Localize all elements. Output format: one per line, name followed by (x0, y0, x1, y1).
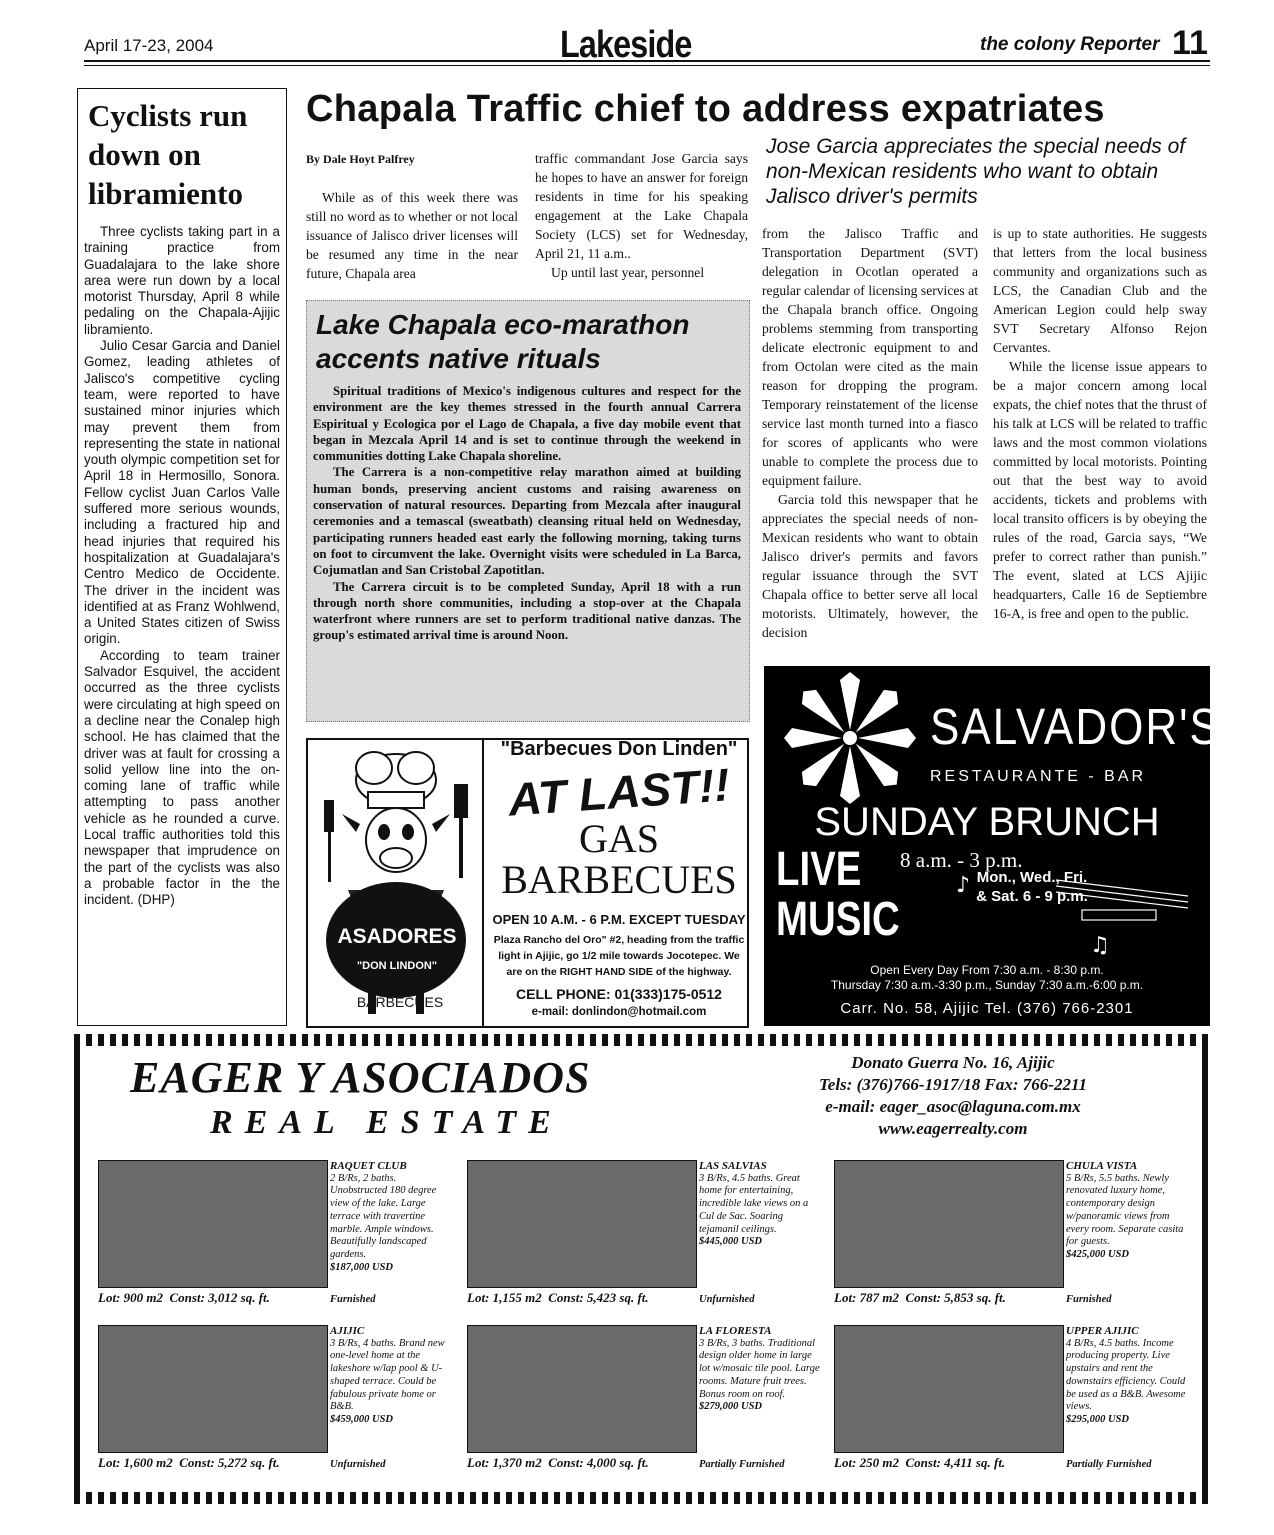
barbecue-hours: OPEN 10 A.M. - 6 P.M. EXCEPT TUESDAY (492, 912, 746, 927)
sunday-brunch-text: SUNDAY BRUNCH (814, 800, 1160, 844)
property-furnished-status: Partially Furnished (1066, 1459, 1152, 1470)
property-details: 2 B/Rs, 2 baths. Unobstructed 180 degree view of the lake. Large terrace with travertine marble. Ample windows. Beautifully landscaped gardens. (330, 1172, 437, 1260)
music-days: Mon., Wed., Fri. & Sat. 6 - 9 p.m. (976, 869, 1088, 905)
property-description (699, 1160, 824, 1249)
cyclists-paragraph: According to team trainer Salvador Esquivel, the accident occurred as the three cyclists were circulating at high speed on a decline near the Conalep high school. He has claimed that the driver was at fault for crossing a solid yellow line into the on-coming lane of traffic while attempting to pass another vehicle as he rounded a curve. Local traffic authorities told this newspaper that imprudence on the part of the cyclists was also a probable factor in the the incident. (DHP) (84, 647, 280, 908)
main-paragraph: is up to state authorities. He suggests that letters from the local business community and organizations such as LCS, the Canadian Club and the American Legion could help sway SVT Secretary Alfonso Rejon Cervantes. (993, 226, 1207, 355)
opening-hours-line: Open Every Day From 7:30 a.m. - 8:30 p.m. (870, 963, 1104, 977)
property-lot-size: Lot: 1,155 m2 Const: 5,423 sq. ft. (467, 1290, 649, 1305)
eager-address: Donato Guerra No. 16, Ajijic (851, 1053, 1055, 1072)
main-paragraph: While as of this week there was still no word as to whether or not local issuance of Jalisco driver licenses will be resumed any time in the near future, Chapala area (306, 190, 518, 281)
property-photo (834, 1325, 1064, 1453)
property-description (699, 1325, 824, 1414)
main-column-3 (762, 224, 978, 642)
property-name: CHULA VISTA (1066, 1160, 1138, 1172)
cyclists-paragraph: Julio Cesar Garcia and Daniel Gomez, leading athletes of Jalisco's competitive cycling team, were reported to have sustained minor injuries which may prevent them from representing the state in national youth olympic competition set for April 18 in Hermosillo, Sonora. Fellow cyclist Juan Carlos Valle suffered more serious wounds, including a fractured hip and head injuries that required his hospitalization at Guadalajara's Centro Medico de Occidente. The driver in the incident was identified at as Franz Wohlwend, a United States citizen of Swiss origin. (84, 338, 280, 647)
property-price: $425,000 USD (1066, 1248, 1130, 1260)
asadores-logo-subtext: "DON LINDON" (356, 960, 438, 972)
property-lot-size: Lot: 900 m2 Const: 3,012 sq. ft. (98, 1290, 270, 1305)
eager-website: www.eagerrealty.com (878, 1119, 1028, 1138)
salvadors-name: SALVADOR'S (930, 699, 1221, 756)
property-description (1066, 1325, 1191, 1427)
salvadors-address: Carr. No. 58, Ajijic Tel. (376) 766-2301 (840, 1000, 1134, 1017)
asadores-logo-text: ASADORES (337, 925, 457, 948)
marathon-paragraph: Spiritual traditions of Mexico's indigenous cultures and respect for the environment are the key themes stressed in the fourth annual Carrera Espiritual y Ecologica por el Lago de Chapala, a five day mobile event that began in Mezcala April 14 and is set to continue through the weekend in communities dotting Lake Chapala shoreline. (313, 384, 741, 464)
chef-grill-icon (308, 740, 482, 1024)
property-furnished-status: Furnished (1066, 1294, 1112, 1305)
barbecue-phone: CELL PHONE: 01(333)175-0512 (516, 986, 722, 1002)
main-column-2 (535, 149, 748, 282)
barbecues-text: BARBECUES (501, 857, 737, 902)
main-column-4 (993, 224, 1207, 623)
newspaper-name: the colony Reporter (980, 34, 1160, 55)
property-price: $187,000 USD (330, 1261, 394, 1273)
eager-contact (718, 1052, 1188, 1140)
property-furnished-status: Furnished (330, 1294, 376, 1305)
marathon-body (313, 383, 741, 644)
main-paragraph: While the license issue appears to be a major concern among local expats, the chief notes that the thrust of his talk at LCS will be related to traffic laws and the most common violations committed by local motorists. Pointing out that the best way to avoid accidents, tickets and problems with local transito officers is by obeying the rules of the road, Garcia says, “We prefer to correct rather than punish.” The event, slated at LCS Ajijic headquarters, Calle 16 de Septiembre 16-A, is free and open to the public. (993, 359, 1207, 621)
eager-email: e-mail: eager_asoc@laguna.com.mx (825, 1097, 1081, 1116)
gas-text: GAS (578, 816, 660, 861)
eager-phones: Tels: (376)766-1917/18 Fax: 766-2211 (818, 1075, 1088, 1094)
barbecue-email: e-mail: donlindon@hotmail.com (531, 1006, 707, 1018)
property-details: 4 B/Rs, 4.5 baths. Income producing property. Live upstairs and rent the downstairs efficiency. Could be used as a B&B. Awesome views. (1066, 1337, 1186, 1413)
property-details: 3 B/Rs, 4.5 baths. Great home for entertaining, incredible lake views on a Cul de Sac. Soaring tejamanil ceilings. (699, 1172, 809, 1235)
cyclists-body (84, 224, 280, 908)
property-price: $279,000 USD (699, 1401, 763, 1413)
property-details: 3 B/Rs, 4 baths. Brand new one-level home at the lakeshore w/lap pool & U-shaped terrace. Could be fabulous private home or B&B. (330, 1337, 445, 1413)
at-last-slogan: AT LAST!! (506, 758, 732, 826)
main-paragraph: from the Jalisco Traffic and Transportation Department (SVT) delegation in Ocotlan operated a regular calendar of licensing services at the Chapala branch office. Ongoing problems stemming from transporting delicate electronic equipment to and from Octolan were cited as the main reason for dropping the program. Temporary reinstatement of the license service last month turned into a fiasco for scores of applicants who were unable to complete the process due to equipment failure. (762, 226, 978, 488)
property-description (330, 1160, 455, 1274)
property-details: 5 B/Rs, 5.5 baths. Newly renovated luxury home, contemporary design w/panoramic views from every room. Separate casita for guests. (1066, 1172, 1184, 1248)
cyclists-headline: Cyclists run down on libramiento (88, 98, 248, 211)
restaurante-bar-text: RESTAURANTE - BAR (930, 768, 1147, 785)
property-photo (467, 1160, 697, 1288)
svg-text:♪: ♪ (956, 873, 971, 898)
main-column-1 (306, 188, 518, 283)
property-name: LA FLORESTA (699, 1325, 772, 1337)
property-name: RAQUET CLUB (330, 1160, 407, 1172)
property-name: LAS SALVIAS (699, 1160, 767, 1172)
property-price: $459,000 USD (330, 1413, 394, 1425)
marathon-headline: Lake Chapala eco-marathon accents native rituals (316, 309, 690, 374)
property-price: $295,000 USD (1066, 1413, 1130, 1425)
property-lot-size: Lot: 250 m2 Const: 4,411 sq. ft. (834, 1455, 1006, 1470)
barbecue-address: Plaza Rancho del Oro" #2, heading from the traffic light in Ajijic, go 1/2 mile towards Jocotepec. We are on the RIGHT HAND SIDE of the highway. (493, 934, 745, 978)
property-description (1066, 1160, 1191, 1262)
property-photo (98, 1160, 328, 1288)
property-lot-size: Lot: 787 m2 Const: 5,853 sq. ft. (834, 1290, 1006, 1305)
barbecue-logo-panel (308, 740, 484, 1026)
barbecues-caption: BARBECUES (356, 994, 444, 1010)
property-price: $445,000 USD (699, 1236, 763, 1248)
main-deck: Jose Garcia appreciates the special needs of non-Mexican residents who want to obtain Jalisco driver's permits (766, 135, 1186, 208)
live-music-text: LIVE MUSIC (776, 843, 900, 946)
svg-text:♫: ♫ (1090, 933, 1110, 958)
property-details: 3 B/Rs, 3 baths. Traditional design older home in large lot w/mosaic tile pool. Large rooms. Mature fruit trees. Bonus room on roof. (699, 1337, 820, 1400)
property-description (330, 1325, 455, 1427)
property-furnished-status: Unfurnished (330, 1459, 386, 1470)
brunch-hours: 8 a.m. - 3 p.m. (900, 848, 1023, 872)
property-name: UPPER AJIJIC (1066, 1325, 1139, 1337)
property-photo (467, 1325, 697, 1453)
byline: By Dale Hoyt Palfrey (306, 152, 415, 166)
cyclists-paragraph: Three cyclists taking part in a training practice from Guadalajara to the lake shore area were run down by a local motorist Thursday, April 8 while pedaling on the Chapala-Ajijic libramiento. (84, 224, 280, 337)
salvadors-opening-hours (764, 963, 1210, 993)
property-photo (834, 1160, 1064, 1288)
property-lot-size: Lot: 1,600 m2 Const: 5,272 sq. ft. (98, 1455, 280, 1470)
property-lot-size: Lot: 1,370 m2 Const: 4,000 sq. ft. (467, 1455, 649, 1470)
property-name: AJIJIC (330, 1325, 365, 1337)
main-paragraph: Up until last year, personnel (551, 265, 705, 280)
property-furnished-status: Unfurnished (699, 1294, 755, 1305)
eager-name: EAGER Y ASOCIADOS (130, 1053, 591, 1102)
opening-hours-line: Thursday 7:30 a.m.-3:30 p.m., Sunday 7:30 a.m.-6:00 p.m. (830, 978, 1144, 992)
main-paragraph: traffic commandant Jose Garcia says he hopes to have an answer for foreign residents in time for his speaking engagement at the Lake Chapala Society (LCS) set for Wednesday, April 21, 11 a.m.. (535, 151, 748, 261)
real-estate-text: REAL ESTATE (210, 1104, 563, 1141)
page-number: 11 (1172, 24, 1208, 62)
section-title: Lakeside (560, 24, 692, 66)
barbecue-store-name: "Barbecues Don Linden" (500, 738, 738, 760)
property-furnished-status: Partially Furnished (699, 1459, 785, 1470)
marathon-paragraph: The Carrera is a non-competitive relay marathon aimed at building human bonds, preserving ancient customs and raising awareness on conservation of natural resources. Departing from Mezcala after inaugural ceremonies and a temascal (sweatbath) cleansing ritual held on Wednesday, participating runners headed east early the following morning, taking turns on foot to circumvent the lake. Overnight visits were scheduled in La Barca, Cojumatlan and San Cristobal Zapotitlan. (313, 465, 741, 578)
header-rule (84, 60, 1210, 66)
issue-date: April 17-23, 2004 (84, 36, 214, 55)
main-headline: Chapala Traffic chief to address expatriates (306, 88, 1105, 130)
property-photo (98, 1325, 328, 1453)
main-paragraph: Garcia told this newspaper that he appreciates the special needs of non-Mexican residents who want to obtain Jalisco driver's permits and favors regular issuance through the SVT Chapala office to better serve all local motorists. Ultimately, however, the decision (762, 492, 978, 640)
marathon-paragraph: The Carrera circuit is to be completed Sunday, April 18 with a run through north shore communities, including a stop-over at the Chapala waterfront where runners are set to perform traditional native danzas. The group's estimated arrival time is around Noon. (313, 579, 741, 643)
